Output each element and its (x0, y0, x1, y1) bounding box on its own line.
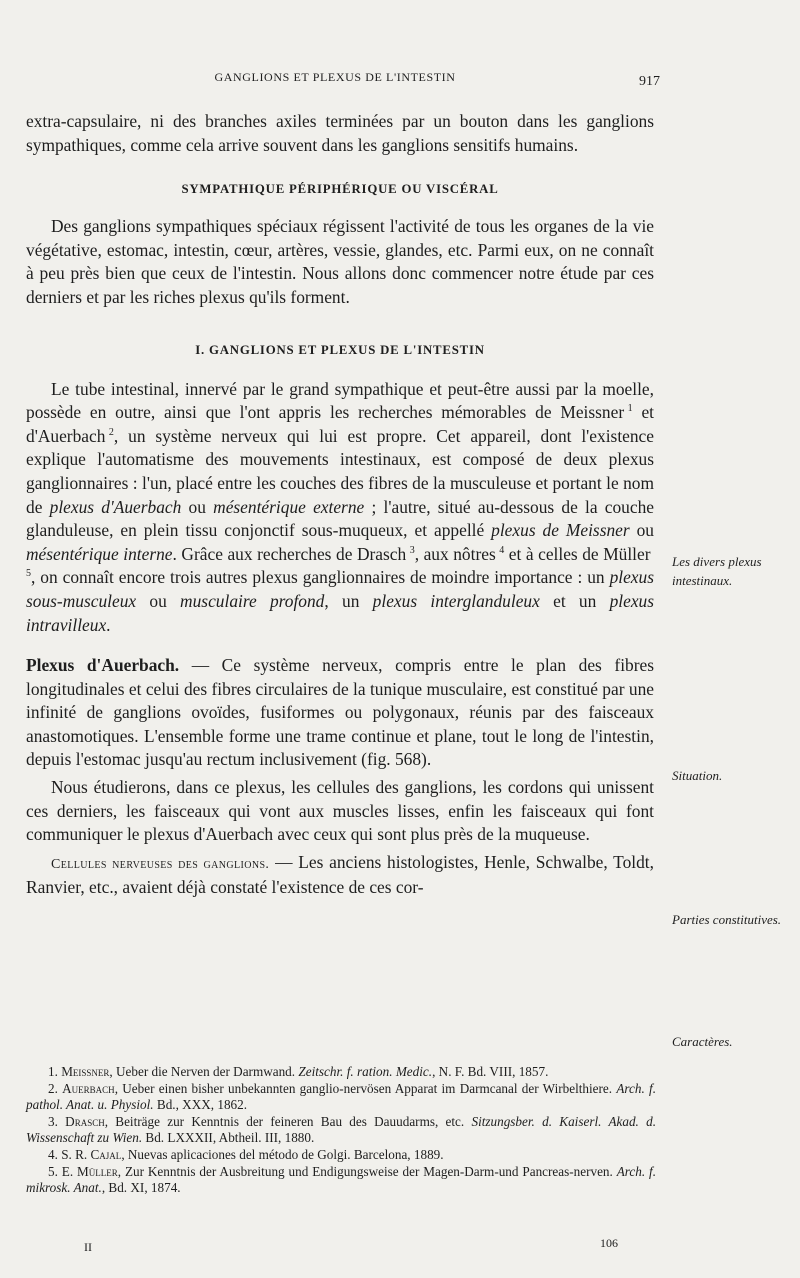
text-run: . Grâce aux recherches de Drasch (172, 543, 407, 564)
footnote-source: Arch. f. mikrosk. Anat. (26, 1163, 657, 1196)
term-mesenterique-interne: mésentérique interne (26, 543, 173, 564)
footnote-number: 1. (48, 1064, 58, 1079)
footnote-number: 4. (48, 1146, 58, 1162)
section-heading-intestin: I. GANGLIONS ET PLEXUS DE L'INTESTIN (195, 342, 485, 357)
main-text (26, 110, 654, 900)
margin-note-caracteres: Caractères. (672, 1034, 733, 1049)
text-run: — Les anciens histologistes, Henle, Schwalbe, Toldt, Ranvier, etc., avaient déjà constaté l'existence de ces cor- (26, 851, 654, 898)
footnote-source: Zeitschr. f. ration. Medic. (298, 1064, 433, 1079)
footnote-ref-4: 4 (499, 544, 505, 556)
text-run: ou (181, 496, 214, 517)
text-run: Le tube intestinal, innervé par le grand sympathique et peut-être aussi par la moelle, possède en outre, ainsi que l'ont appris les recherches mémorables de Meissner (26, 378, 654, 423)
run-in-heading-cellules: Cellules nerveuses des ganglions. (51, 856, 270, 872)
footnote-text: , Zur Kenntnis der Ausbreitung und Endigungsweise der Magen-Darm-und Pancreas-nerven. (117, 1163, 617, 1179)
text-run: . (106, 614, 111, 635)
running-title: GANGLIONS ET PLEXUS DE L'INTESTIN (214, 70, 456, 84)
text-run: — Ce système nerveux, compris entre le plan des fibres longitudinales et celui des fibres circulaires de la tunique musculaire, est constitué par une infinité de ganglions ovoïdes, fusiformes ou polygonaux, réunis par des faisceaux anastomotiques. L'ensemble forme une trame continue et plane, tout le long de l'intestin, depuis l'estomac jusqu'au rectum inclusivement (fig. 568). (26, 655, 654, 770)
section-heading-sympathique: SYMPATHIQUE PÉRIPHÉRIQUE OU VISCÉRAL (181, 182, 499, 197)
text-run: et un (539, 590, 610, 611)
term-plexus-auerbach: plexus d'Auerbach (49, 496, 182, 517)
footnote-author: Meissner (61, 1064, 110, 1079)
paragraph-etudierons: Nous étudierons, dans ce plexus, les cellules des ganglions, les cordons qui unissent ces derniers, les faisceaux qui vont aux muscles lisses, enfin les faisceaux qui font communiquer le plexus d'Auerbach avec ceux qui sont plus près de la muqueuse. (26, 777, 654, 845)
footnote-ref-1: 1 (627, 403, 633, 415)
page-number: 917 (639, 74, 660, 89)
margin-note-parties: Parties constitutives. (672, 912, 782, 927)
text-run: ; l'autre, situé au-dessous de la couche glanduleuse, en plein tissu conjonctif sous-muqueux, et appellé (26, 496, 655, 541)
text-run: et d'Auerbach (26, 402, 654, 446)
footnote-author: Drasch (65, 1113, 105, 1129)
footnote-author: S. R. Cajal (61, 1146, 122, 1162)
text-run: ou (629, 520, 654, 541)
footnote-5 (26, 1164, 656, 1197)
footnote-ref-3: 3 (409, 544, 415, 556)
footnote-3 (26, 1114, 656, 1147)
footnote-text: , Ueber einen bisher unbekannten ganglio-nervösen Apparat im Darmcanal der Wirbelthiere. (114, 1080, 617, 1096)
run-in-heading-auerbach: Plexus d'Auerbach. (26, 655, 180, 676)
footnote-2 (26, 1081, 656, 1114)
term-intravilleux: plexus intravilleux (26, 590, 655, 635)
footnote-number: 3. (48, 1113, 58, 1129)
footnote-1 (26, 1064, 656, 1081)
footnote-ref-5: 5 (26, 568, 31, 580)
paragraph-sympathique: Des ganglions sympathiques spéciaux régissent l'activité de tous les organes de la vie végétative, estomac, intestin, cœur, artères, vessie, glandes, etc. Parmi eux, on ne connaît à peu près bien que ceux de l'intestin. Nous allons donc commencer notre étude par ces derniers et par les riches plexus qu'ils forment. (26, 216, 654, 307)
footnote-source: Sitzungsber. d. Kaiserl. Akad. d. Wissenschaft zu Wien. (26, 1113, 656, 1146)
margin-note-situation: Situation. (672, 768, 723, 783)
footnote-number: 5. (48, 1163, 58, 1179)
footnote-author: E. Müller (61, 1163, 118, 1179)
term-musculaire-profond: musculaire profond (180, 590, 325, 611)
footnote-rest: , N. F. Bd. VIII, 1857. (432, 1064, 549, 1079)
footnote-number: 2. (48, 1080, 58, 1096)
paragraph-intestin (26, 378, 654, 638)
text-run: et à celles de Müller (504, 543, 651, 564)
running-head (0, 70, 800, 94)
text-run: , aux nôtres (414, 543, 496, 564)
footnote-4 (26, 1147, 656, 1164)
margin-note-divers: Les divers plexus intestinaux. (672, 554, 762, 588)
term-plexus-meissner: plexus de Meissner (491, 520, 630, 541)
text-run: ou (136, 590, 181, 611)
text-run: , un système nerveux qui lui est propre. Cet appareil, dont l'existence explique l'automatisme des mouvements intestinaux, est composé de deux plexus ganglionnaires : l'un, placé entre les couches des fibres de la musculeuse et portant le nom de (26, 425, 654, 517)
footnote-rest: Bd. LXXXII, Abtheil. III, 1880. (142, 1130, 315, 1146)
paragraph-cellules (26, 851, 654, 900)
term-mesenterique-externe: mésentérique externe (213, 496, 365, 517)
paragraph-continuation: extra-capsulaire, ni des branches axiles terminées par un bouton dans les ganglions sympathiques, comme cela arrive souvent dans les ganglions sensitifs humains. (26, 111, 654, 155)
footnote-text: , Nuevas aplicaciones del método de Golgi. Barcelona, 1889. (121, 1146, 444, 1162)
signature-mark: II (84, 1240, 92, 1254)
text-run: , on connaît encore trois autres plexus ganglionnaires de moindre importance : un (31, 567, 610, 588)
term-interglanduleux: plexus interglanduleux (372, 590, 540, 611)
footnote-text: , Ueber die Nerven der Darmwand. (109, 1064, 299, 1079)
footnotes (26, 1064, 656, 1197)
text-run: , un (324, 590, 373, 611)
footnote-source: Arch. f. pathol. Anat. u. Physiol. (26, 1080, 656, 1113)
footnote-rest: Bd., XXX, 1862. (153, 1097, 248, 1113)
footnote-rest: , Bd. XI, 1874. (101, 1180, 181, 1196)
footnote-ref-2: 2 (108, 426, 114, 438)
footnote-author: Auerbach (62, 1080, 115, 1096)
footnote-text: , Beiträge zur Kenntnis der feineren Bau des Dauudarms, etc. (104, 1113, 472, 1129)
sheet-number: 106 (600, 1236, 618, 1250)
term-sous-musculeux: plexus sous-musculeux (26, 567, 654, 611)
paragraph-auerbach (26, 654, 654, 772)
